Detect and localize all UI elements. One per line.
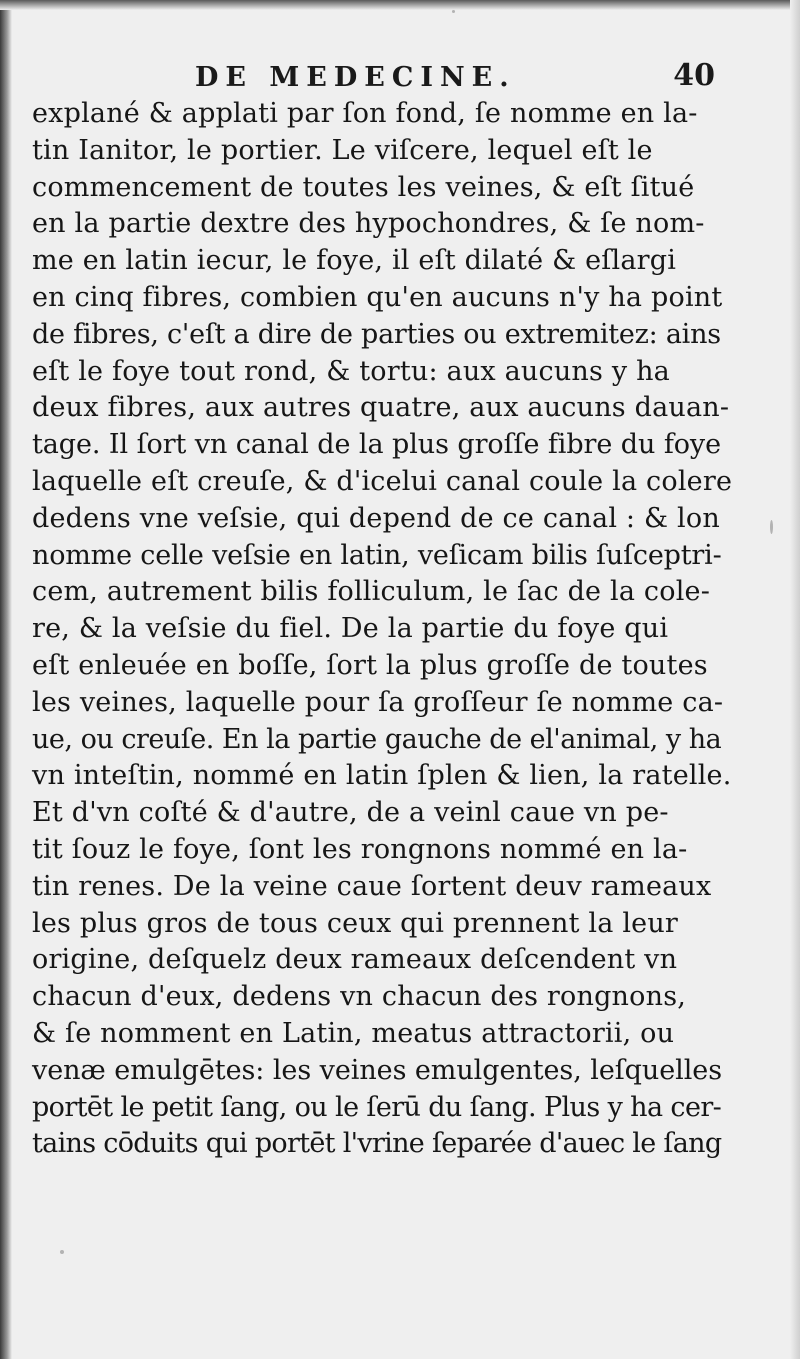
text-line: venæ emulgētes: les veines emulgentes, leſquelles	[32, 1054, 723, 1086]
text-line: tains cōduits qui portēt l'vrine ſeparée d'auec le ſang	[32, 1128, 722, 1160]
text-line: deux fibres, aux autres quatre, aux aucuns dauan-	[32, 392, 730, 424]
text-line: cem, autrement bilis folliculum, le ſac de la cole-	[32, 576, 711, 608]
text-line: les veines, laquelle pour ſa groſſeur ſe nomme ca-	[32, 686, 724, 718]
text-line: commencement de toutes les veines, & eſt ſitué	[32, 171, 695, 203]
text-line: Et d'vn coſté & d'autre, de a veinl caue vn pe-	[32, 797, 669, 829]
text-line: en la partie dextre des hypochondres, & ſe nom-	[32, 208, 705, 240]
text-line: tin renes. De la veine caue ſortent deuv rameaux	[32, 870, 712, 902]
text-line: eſt enleuée en boſſe, ſort la plus groſſe de toutes	[32, 649, 708, 681]
page-right-edge	[790, 0, 800, 1359]
page-number: 40	[673, 58, 715, 93]
text-line: tin Ianitor, le portier. Le viſcere, lequel eſt le	[32, 134, 653, 166]
text-line: origine, deſquelz deux rameaux deſcendent vn	[32, 944, 678, 976]
text-line: dedens vne veſsie, qui depend de ce canal : & lon	[32, 502, 720, 534]
paper-speck	[770, 520, 773, 534]
text-line: chacun d'eux, dedens vn chacun des rongnons,	[32, 981, 687, 1013]
text-line: vn inteſtin, nommé en latin ſplen & lien, la ratelle.	[32, 760, 732, 792]
text-line: en cinq fibres, combien qu'en aucuns n'y ha point	[32, 281, 723, 313]
page-header	[195, 58, 715, 98]
text-line: de fibres, c'eſt a dire de parties ou extremitez: ains	[32, 318, 721, 350]
text-line: ue, ou creuſe. En la partie gauche de el'animal, y ha	[32, 723, 722, 755]
text-line: tage. Il ſort vn canal de la plus groſſe fibre du foye	[32, 429, 722, 461]
text-line: portēt le petit ſang, ou le ſerū du ſang. Plus y ha cer-	[32, 1091, 722, 1123]
text-line: re, & la veſsie du fiel. De la partie du foye qui	[32, 613, 669, 645]
text-line: laquelle eſt creuſe, & d'icelui canal coule la colere	[32, 465, 733, 497]
text-line: explané & applati par ſon fond, ſe nomme en la-	[32, 98, 698, 129]
text-line: & ſe nomment en Latin, meatus attractorii, ou	[32, 1017, 675, 1049]
paper-speck	[452, 10, 455, 13]
page-left-edge-shadow	[0, 0, 12, 1359]
text-line: tit ſouz le foye, ſont les rongnons nommé en la-	[32, 833, 688, 865]
text-line: nomme celle veſsie en latin, veſicam bilis ſuſceptri-	[32, 539, 722, 571]
page-top-edge-shadow	[0, 0, 800, 10]
text-line: eſt le foye tout rond, & tortu: aux aucuns y ha	[32, 355, 670, 387]
paper-speck	[60, 1250, 64, 1254]
text-line: me en latin iecur, le foye, il eſt dilaté & eſlargi	[32, 245, 677, 277]
body-text	[32, 96, 732, 1163]
text-line: les plus gros de tous ceux qui prennent la leur	[32, 907, 679, 939]
running-head: DE MEDECINE.	[195, 62, 516, 93]
